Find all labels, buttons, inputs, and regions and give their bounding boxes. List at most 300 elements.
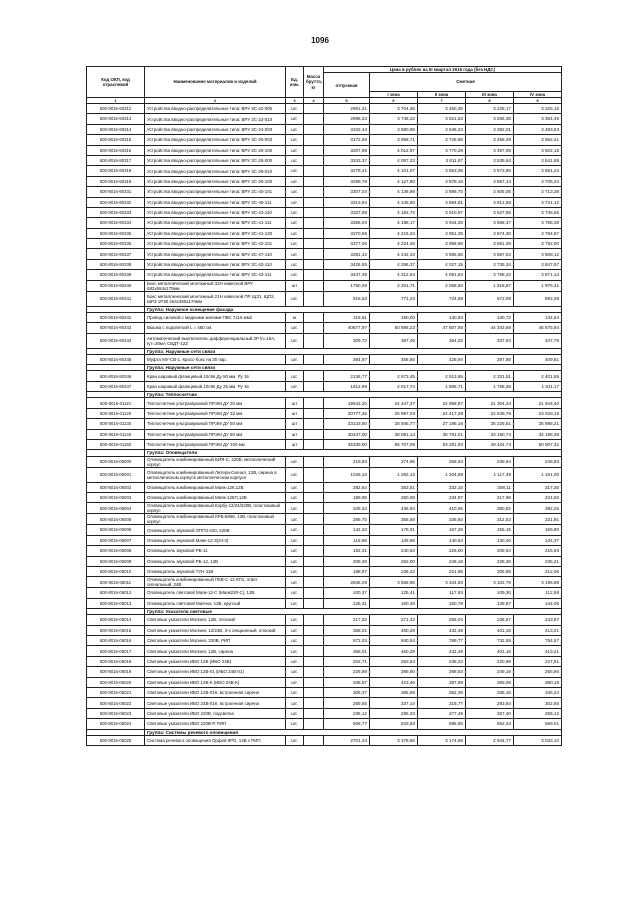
group-title: Группа: Системы речевого оповещения [145, 729, 562, 735]
price-zone-2: 1 204,69 [418, 467, 466, 482]
unit: шт. [286, 270, 304, 280]
mass [304, 176, 324, 186]
material-name: Устройства вводно-распределительные типа: ВРУ 3С-26-100 [145, 145, 286, 155]
price-release: 282,64 [324, 482, 370, 492]
material-name: Световые указатели ИБО 12В-01 (ИБО 24В-01) [145, 667, 286, 677]
price-zone-2: 167,26 [418, 525, 466, 535]
mass [304, 187, 324, 197]
mass [304, 735, 324, 745]
unit: шт [286, 429, 304, 439]
mass [304, 323, 324, 333]
mass [304, 218, 324, 228]
table-row [87, 197, 562, 207]
unit: шт. [286, 259, 304, 269]
price-zone-3: 130,46 [466, 535, 514, 545]
table-row [87, 333, 562, 348]
price-zone-2: 362,39 [418, 688, 466, 698]
mass [304, 197, 324, 207]
okp-code: 500-8016-90318 [87, 166, 145, 176]
okp-code: 500-8016-06021 [87, 688, 145, 698]
price-zone-4: 144,06 [514, 598, 562, 608]
price-zone-2: 238,22 [418, 656, 466, 666]
mass [304, 566, 324, 576]
price-zone-2: 24 417,39 [418, 408, 466, 418]
price-zone-4: 3 713,38 [514, 187, 562, 197]
price-release: 209,48 [324, 556, 370, 566]
table-row [87, 371, 562, 381]
price-zone-2: 277,49 [418, 708, 466, 718]
price-zone-3: 369,08 [466, 677, 514, 687]
table-row [87, 218, 562, 228]
okp-code: 500-8016-90342 [87, 312, 145, 322]
unit: шт. [286, 625, 304, 635]
price-zone-1: 24 447,37 [370, 398, 418, 408]
price-zone-4: 235,21 [514, 556, 562, 566]
price-zone-2: 364,02 [418, 333, 466, 348]
price-zone-1: 2 201,71 [370, 280, 418, 291]
header-estimate: Сметная [370, 73, 562, 92]
okp-code: 500-8016-06025 [87, 735, 145, 745]
okp-code: 500-8016-06007 [87, 535, 145, 545]
price-zone-2: 4 051,83 [418, 270, 466, 280]
table-row [87, 719, 562, 729]
price-zone-2: 27 196,16 [418, 419, 466, 429]
unit: шт. [286, 525, 304, 535]
material-name: Оповещатель комбинированный КРБ-6896, 12В, пластиковый корпус [145, 514, 286, 525]
price-release: 3172,59 [324, 135, 370, 145]
price-zone-1: 253,54 [370, 656, 418, 666]
column-index: 9 [514, 98, 562, 104]
price-zone-2: 724,59 [418, 291, 466, 306]
mass [304, 588, 324, 598]
unit: шт. [286, 646, 304, 656]
price-zone-2: 140,93 [418, 312, 466, 322]
unit: шт. [286, 546, 304, 556]
okp-code: 500-8016-06014 [87, 615, 145, 625]
table-row [87, 249, 562, 259]
unit: шт. [286, 688, 304, 698]
okp-code: 500-8016-06008 [87, 546, 145, 556]
price-zone-3: 220,98 [466, 656, 514, 666]
price-zone-2: 3 944,28 [418, 218, 466, 228]
price-zone-3: 139,87 [466, 598, 514, 608]
material-name: Световые указатели ИБО 12В-01К, встроенная сирена [145, 688, 286, 698]
material-name: Устройства вводно-распределительные типа: ВРУ 3С-24-003 [145, 124, 286, 134]
material-name: Система речевого оповещения Орфей 8РО, 12В с РИП [145, 735, 286, 745]
price-release: 119,68 [324, 535, 370, 545]
unit: шт [286, 439, 304, 449]
okp-code: 500-8016-90331 [87, 187, 145, 197]
unit: шт. [286, 155, 304, 165]
table-row [87, 535, 562, 545]
price-release: 309,73 [324, 333, 370, 348]
mass [304, 280, 324, 291]
price-zone-3: 209,64 [466, 546, 514, 556]
price-zone-3: 249,19 [466, 667, 514, 677]
price-release: 40677,97 [324, 323, 370, 333]
okp-code: 500-8016-90319 [87, 176, 145, 186]
mass [304, 708, 324, 718]
okp-code: 500-8016-06002 [87, 482, 145, 492]
group-title: Группа: Наружное освещение фасада [145, 306, 562, 312]
table-row [87, 625, 562, 635]
price-zone-1: 4 127,80 [370, 176, 418, 186]
material-name: Оповещатель звуковой РБ-11 [145, 546, 286, 556]
price-zone-4: 3 681,22 [514, 166, 562, 176]
price-zone-4: 50 907,32 [514, 439, 562, 449]
okp-code: 500-8016-90336 [87, 239, 145, 249]
column-index: 2 [145, 98, 286, 104]
unit: шт. [286, 166, 304, 176]
table-row [87, 291, 562, 306]
material-name: Световые указатели Молния, 220В, РИП [145, 636, 286, 646]
mass [304, 636, 324, 646]
price-release: 1025,10 [324, 467, 370, 482]
material-name: Устройства вводно-распределительные типа: ВРУ 3С-22-010 [145, 114, 286, 124]
price-zone-3: 2 944,77 [466, 735, 514, 745]
price-zone-3: 312,53 [466, 514, 514, 525]
table-row [87, 239, 562, 249]
unit: шт. [286, 503, 304, 514]
price-zone-2: 117,83 [418, 588, 466, 598]
price-zone-1: 3 748,22 [370, 114, 418, 124]
price-zone-1: 271,43 [370, 615, 418, 625]
price-zone-4: 21 944,40 [514, 398, 562, 408]
price-zone-1: 4 162,72 [370, 207, 418, 217]
price-zone-1: 436,94 [370, 503, 418, 514]
header-release: отпускная [324, 73, 370, 98]
okp-code: 500-8016-01110 [87, 398, 145, 408]
price-zone-1: 633,83 [370, 719, 418, 729]
okp-code: 500-8016-01150 [87, 439, 145, 449]
mass [304, 270, 324, 280]
group-title: Группа: Наружные сети связи [145, 365, 562, 371]
unit: м [286, 312, 304, 322]
table-row [87, 104, 562, 114]
table-row [87, 114, 562, 124]
mass [304, 556, 324, 566]
price-zone-1: 3 378,66 [370, 735, 418, 745]
table-row [87, 525, 562, 535]
unit: шт. [286, 656, 304, 666]
price-zone-3: 228,36 [466, 556, 514, 566]
unit: шт. [286, 135, 304, 145]
table-row [87, 145, 562, 155]
unit: шт. [286, 354, 304, 364]
price-zone-1: 56 707,09 [370, 439, 418, 449]
okp-code: 500-8016-06020 [87, 677, 145, 687]
price-zone-1: 456,55 [370, 354, 418, 364]
price-zone-2: 428,94 [418, 354, 466, 364]
okp-code: 500-8016-90338 [87, 259, 145, 269]
material-name: Устройства вводно-распределительные типа: ВРУ 3С-47-110 [145, 249, 286, 259]
price-zone-3: 1 117,45 [466, 467, 514, 482]
price-zone-3: 109,30 [466, 588, 514, 598]
okp-code: 500-8016-06000 [87, 456, 145, 467]
mass [304, 535, 324, 545]
price-zone-2: 35 781,01 [418, 429, 466, 439]
material-name: Оповещатель световой Маячок, 12В, круглый [145, 598, 286, 608]
price-zone-3: 205,89 [466, 566, 514, 576]
mass [304, 333, 324, 348]
price-zone-4: 3 562,41 [514, 135, 562, 145]
mass [304, 228, 324, 238]
column-index: 3 [286, 98, 304, 104]
price-zone-4: 3 792,00 [514, 239, 562, 249]
unit: шт. [286, 698, 304, 708]
unit: шт. [286, 207, 304, 217]
price-zone-1: 38 081,14 [370, 429, 418, 439]
material-name: Оповещатель комбинированный ПКВ-С-12 КП1, ответ сигнальный, 24В [145, 577, 286, 588]
price-zone-4: 246,83 [514, 456, 562, 467]
material-name: Вышка с подсветкой L = 480 см. [145, 323, 286, 333]
price-zone-1: 4 216,34 [370, 228, 418, 238]
price-release: 349,34 [324, 503, 370, 514]
price-zone-1: 28 946,77 [370, 419, 418, 429]
price-release: 192,31 [324, 546, 370, 556]
column-index: 7 [418, 98, 466, 104]
material-name: Бокс металлический монтажный 21Н навесной ПР, ЩЗ1, ЩП2, ШРЗ 1Р30 464х350х170мм [145, 291, 286, 306]
mass [304, 492, 324, 502]
price-zone-3: 3 597,14 [466, 176, 514, 186]
header-zone-1: I зона [370, 91, 418, 97]
price-zone-2: 140,64 [418, 535, 466, 545]
price-zone-3: 217,96 [466, 492, 514, 502]
header-zone-3: III зона [466, 91, 514, 97]
price-zone-2: 3 985,86 [418, 249, 466, 259]
okp-code: 500-8016-90334 [87, 218, 145, 228]
okp-code: 500-8016-90337 [87, 249, 145, 259]
column-index: 8 [466, 98, 514, 104]
unit: шт. [286, 104, 304, 114]
price-release: 3377,06 [324, 239, 370, 249]
price-release: 3327,68 [324, 207, 370, 217]
table-row [87, 155, 562, 165]
price-release: 45339,00 [324, 439, 370, 449]
price-zone-3: 3 674,30 [466, 228, 514, 238]
material-name: Автоматический выключатель дифференциальный 2Р In=16А, Iут=30мА СВДТ-12Z [145, 333, 286, 348]
price-zone-3: 2 331,51 [466, 371, 514, 381]
price-zone-3: 3 102,79 [466, 577, 514, 588]
price-zone-2: 150,78 [418, 598, 466, 608]
okp-code: 500-8016-06023 [87, 708, 145, 718]
price-release: 1612,99 [324, 381, 370, 391]
table-row [87, 176, 562, 186]
price-zone-3: 3 458,49 [466, 135, 514, 145]
price-zone-3: 3 612,58 [466, 197, 514, 207]
okp-code: 500-8016-90317 [87, 155, 145, 165]
price-zone-2: 53 281,93 [418, 439, 466, 449]
price-zone-1: 3 704,36 [370, 104, 418, 114]
column-index: 1 [87, 98, 145, 104]
table-row [87, 354, 562, 364]
material-name: Оповещатель звуковой ОПП3-220, 220В [145, 525, 286, 535]
price-zone-4: 346,24 [514, 688, 562, 698]
material-name: Оповещатель комбинированный Маяк-12К,12В [145, 482, 286, 492]
okp-code: 500-8016-01130 [87, 419, 145, 429]
okp-code: 500-8016-90335 [87, 228, 145, 238]
price-zone-4: 45 675,84 [514, 323, 562, 333]
unit: шт. [286, 333, 304, 348]
price-zone-2: 258,34 [418, 456, 466, 467]
price-zone-1: 236,22 [370, 566, 418, 576]
price-zone-4: 23 329,16 [514, 408, 562, 418]
price-zone-1: 2 017,74 [370, 381, 418, 391]
price-release: 3207,99 [324, 145, 370, 155]
price-zone-1: 385,69 [370, 688, 418, 698]
price-zone-4: 3 641,89 [514, 155, 562, 165]
price-zone-2: 3 811,87 [418, 155, 466, 165]
price-release: 236,12 [324, 708, 370, 718]
price-zone-4: 413,21 [514, 646, 562, 656]
price-release: 2701,34 [324, 735, 370, 745]
price-zone-1: 387,46 [370, 333, 418, 348]
price-zone-1: 285,90 [370, 667, 418, 677]
unit: шт. [286, 145, 304, 155]
unit: шт. [286, 467, 304, 482]
material-name: Световые указатели ИБО 220В-Р, РИП [145, 719, 286, 729]
unit: шт. [286, 381, 304, 391]
price-release: 119,91 [324, 312, 370, 322]
price-zone-1: 4 224,46 [370, 239, 418, 249]
unit: шт. [286, 492, 304, 502]
price-release: 142,33 [324, 525, 370, 535]
mass [304, 135, 324, 145]
price-zone-3: 33 190,74 [466, 429, 514, 439]
price-release: 3102,44 [324, 124, 370, 134]
table-row [87, 546, 562, 556]
price-zone-1: 50 885,23 [370, 323, 418, 333]
price-zone-1: 353,51 [370, 482, 418, 492]
okp-code: 500-8016-90341 [87, 291, 145, 306]
price-release: 1760,06 [324, 280, 370, 291]
price-zone-3: 130,72 [466, 312, 514, 322]
price-zone-2: 246,18 [418, 556, 466, 566]
price-zone-2: 47 807,95 [418, 323, 466, 333]
price-zone-3: 308,11 [466, 482, 514, 492]
price-zone-1: 840,54 [370, 636, 418, 646]
price-zone-3: 401,18 [466, 646, 514, 656]
price-release: 269,55 [324, 698, 370, 708]
price-zone-2: 3 853,05 [418, 166, 466, 176]
price-zone-3: 22 649,76 [466, 408, 514, 418]
header-code: Код ОКП, код отраслевой [87, 67, 145, 98]
price-release: 2996,33 [324, 114, 370, 124]
price-release: 338,57 [324, 677, 370, 687]
material-name: Устройства вводно-распределительные типа: ВРУ 3С-22-000 [145, 104, 286, 114]
price-zone-3: 155,15 [466, 525, 514, 535]
mass [304, 291, 324, 306]
price-release: 286,70 [324, 514, 370, 525]
price-zone-4: 3 721,12 [514, 197, 562, 207]
price-zone-4: 112,58 [514, 588, 562, 598]
price-zone-3: 672,09 [466, 291, 514, 306]
header-zone-2: II зона [418, 91, 466, 97]
group-title: Группа: Указатели световые [145, 609, 562, 615]
price-release: 3370,56 [324, 228, 370, 238]
price-zone-4: 1 976,31 [514, 280, 562, 291]
unit: шт. [286, 228, 304, 238]
material-name: Световые указатели ИБО 12В-К (ИБО 24В-К) [145, 677, 286, 687]
table-row [87, 419, 562, 429]
price-zone-4: 227,61 [514, 656, 562, 666]
table-row [87, 467, 562, 482]
material-name: Устройства вводно-распределительные типа: ВРУ 3С-43-111 [145, 270, 286, 280]
price-zone-2: 336,92 [418, 514, 466, 525]
price-zone-2: 3 521,53 [418, 114, 466, 124]
mass [304, 546, 324, 556]
okp-code: 500-8016-06024 [87, 719, 145, 729]
price-release: 3447,35 [324, 270, 370, 280]
group-title: Группа: Оповещатели [145, 450, 562, 456]
table-row [87, 124, 562, 134]
table-row [87, 667, 562, 677]
price-release: 228,59 [324, 667, 370, 677]
price-zone-2: 3 910,97 [418, 207, 466, 217]
price-zone-4: 3 033,10 [514, 735, 562, 745]
unit: шт [286, 419, 304, 429]
price-zone-4: 3 602,15 [514, 145, 562, 155]
price-zone-3: 25 226,51 [466, 419, 514, 429]
price-zone-1: 149,68 [370, 535, 418, 545]
price-zone-1: 3 558,96 [370, 577, 418, 588]
table-row [87, 439, 562, 449]
price-zone-4: 2 401,55 [514, 371, 562, 381]
price-release: 217,02 [324, 615, 370, 625]
okp-code: 500-8016-90346 [87, 371, 145, 381]
price-zone-1: 4 286,37 [370, 259, 418, 269]
price-zone-1: 240,53 [370, 546, 418, 556]
okp-code: 500-8016-06012 [87, 588, 145, 598]
price-zone-2: 595,55 [418, 719, 466, 729]
price-zone-4: 413,21 [514, 625, 562, 635]
mass [304, 646, 324, 656]
price-zone-3: 3 681,39 [466, 239, 514, 249]
okp-code: 500-8016-06018 [87, 656, 145, 666]
price-zone-3: 552,44 [466, 719, 514, 729]
price-zone-2: 332,15 [418, 482, 466, 492]
mass [304, 145, 324, 155]
material-name: Теплосчетчик ультразвуковой ПРЭМ ДУ 50 мм [145, 419, 286, 429]
price-zone-1: 4 312,64 [370, 270, 418, 280]
material-name: Провод силовой с медными жилами ПВС 7х16 мм2 [145, 312, 286, 322]
unit: шт. [286, 218, 304, 228]
okp-code: 500-8016-06016 [87, 636, 145, 646]
price-zone-4: 134,37 [514, 535, 562, 545]
price-release: 672,03 [324, 636, 370, 646]
price-zone-4: 3 736,55 [514, 207, 562, 217]
mass [304, 259, 324, 269]
price-zone-3: 44 343,68 [466, 323, 514, 333]
material-name: Бокс металлический монтажный 33Н навесной ВРУ 682х684х170мм [145, 280, 286, 291]
okp-code: 500-8016-90345 [87, 354, 145, 364]
mass [304, 371, 324, 381]
price-zone-1: 3 880,95 [370, 124, 418, 134]
table-row [87, 566, 562, 576]
mass [304, 207, 324, 217]
table-row [87, 166, 562, 176]
material-name: Устройства вводно-распределительные типа: ВРУ 3С-42-101 [145, 239, 286, 249]
price-zone-1: 160,48 [370, 598, 418, 608]
price-zone-4: 347,79 [514, 333, 562, 348]
okp-code: 500-8016-90333 [87, 207, 145, 217]
mass [304, 615, 324, 625]
price-zone-1: 295,33 [370, 708, 418, 718]
table-row [87, 688, 562, 698]
price-zone-1: 250,08 [370, 492, 418, 502]
price-zone-2: 2 068,56 [418, 280, 466, 291]
price-zone-1: 337,14 [370, 698, 418, 708]
